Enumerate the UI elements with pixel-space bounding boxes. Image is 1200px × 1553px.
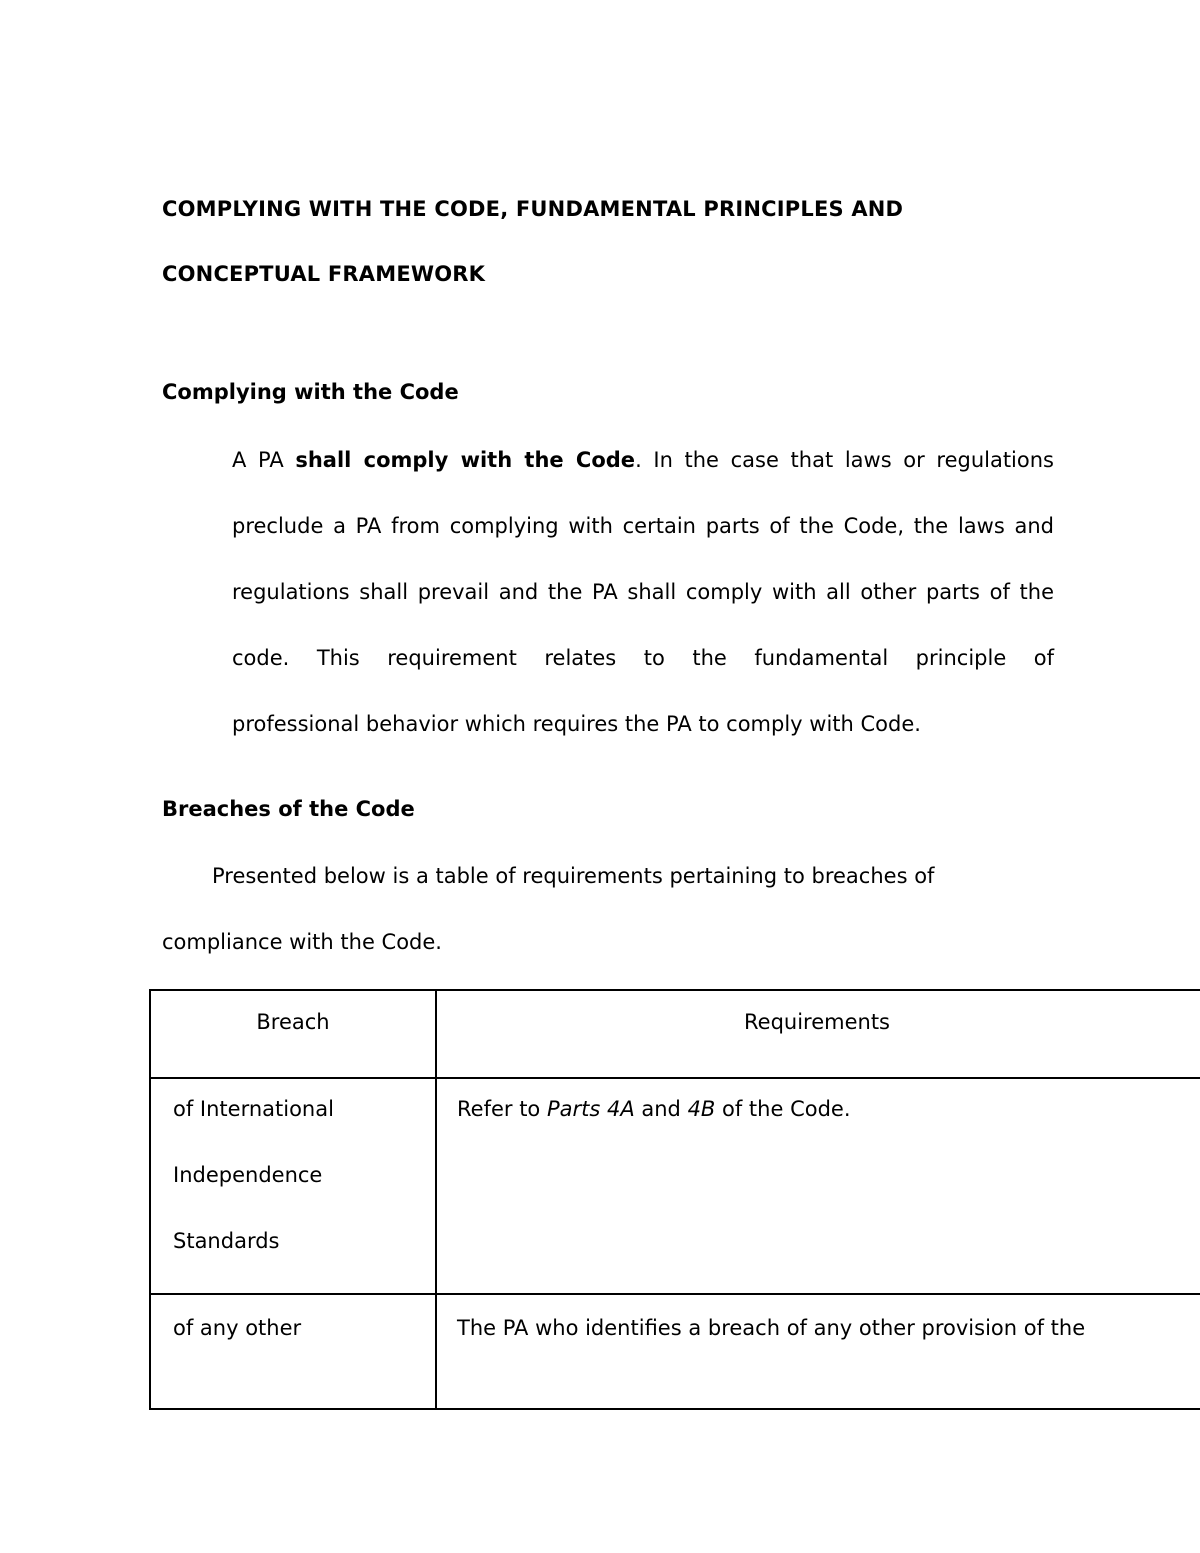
paragraph-line-1	[232, 427, 1054, 493]
table-header-breach: Breach	[256, 1010, 330, 1034]
cell-text: and	[634, 1097, 688, 1121]
paragraph-line-5: professional behavior which requires the PA to comply with Code.	[232, 712, 921, 736]
complying-paragraph	[232, 427, 1054, 757]
document-title-line-2: CONCEPTUAL FRAMEWORK	[162, 262, 486, 286]
cell-italic-text: Parts 4A	[546, 1097, 635, 1121]
paragraph-bold-text: shall comply with the Code	[295, 448, 636, 472]
section-heading-breaches: Breaches of the Code	[162, 797, 415, 821]
paragraph-text: Presented below is a table of requirements pertaining to breaches of	[212, 864, 935, 888]
paragraph-line-2: compliance with the Code.	[162, 930, 442, 954]
paragraph-text: A PA	[232, 448, 296, 472]
paragraph-line-4: code. This requirement relates to the fundamental principle of	[232, 646, 1054, 670]
section-heading-complying: Complying with the Code	[162, 380, 459, 404]
cell-italic-text: 4B	[687, 1097, 716, 1121]
paragraph-line-1	[162, 843, 1002, 909]
cell-line: Standards	[173, 1229, 280, 1253]
cell-text: Refer to	[457, 1097, 547, 1121]
table-header-requirements: Requirements	[744, 1010, 890, 1034]
table-cell-breach	[173, 1295, 423, 1361]
breaches-table	[149, 989, 1200, 1410]
cell-line: of any other	[173, 1316, 302, 1340]
paragraph-line-3: regulations shall prevail and the PA shall comply with all other parts of the	[232, 580, 1054, 604]
paragraph-text: . In the case that laws or regulations	[635, 448, 1054, 472]
cell-line: of International	[173, 1097, 334, 1121]
table-cell-requirement: The PA who identifies a breach of any other provision of the	[457, 1316, 1086, 1340]
paragraph-line-2: preclude a PA from complying with certain parts of the Code, the laws and	[232, 514, 1054, 538]
table-cell-breach	[173, 1076, 423, 1274]
table-cell-requirement	[457, 1076, 1197, 1142]
document-title-line-1: COMPLYING WITH THE CODE, FUNDAMENTAL PRINCIPLES AND	[162, 197, 904, 221]
breaches-paragraph	[162, 843, 1002, 975]
cell-text: of the Code.	[715, 1097, 851, 1121]
cell-line: Independence	[173, 1163, 323, 1187]
